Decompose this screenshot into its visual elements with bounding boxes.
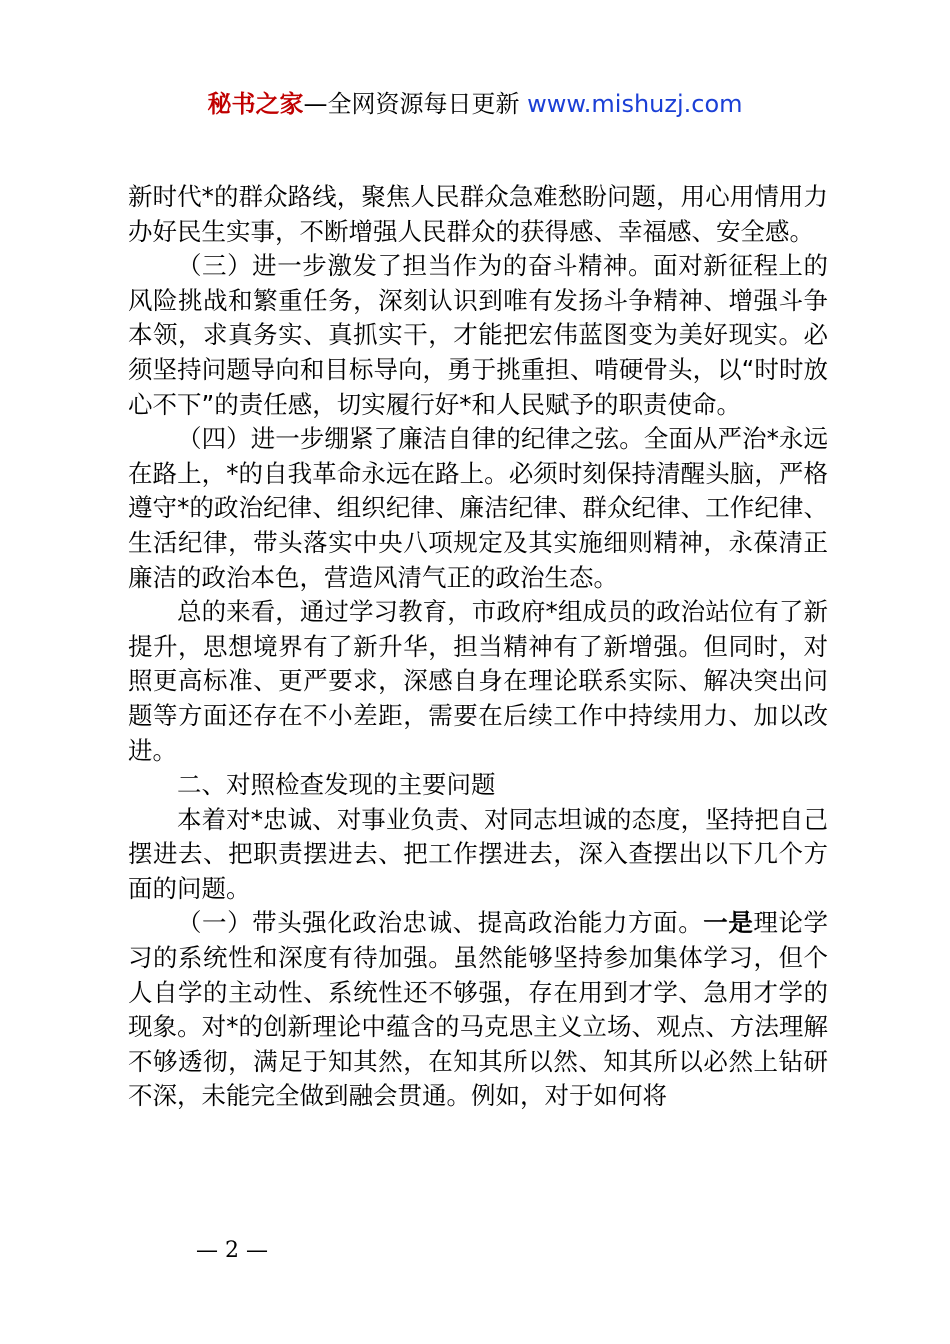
paragraph-section-three: （三）进一步激发了担当作为的奋斗精神。面对新征程上的风险挑战和繁重任务，深刻认识到唯有发扬斗争精神、增强斗争本领，求真务实、真抓实干，才能把宏伟蓝图变为美好现实。必须坚持问题导向和目标导向，勇于挑重担、啃硬骨头，以“时时放心不下”的责任感，切实履行好*和人民赋予的职责使命。 xyxy=(128,251,828,419)
issue-one-prefix: （一）带头强化政治忠诚、提高政治能力方面。 xyxy=(177,908,704,938)
paragraph-intro: 本着对*忠诚、对事业负责、对同志坦诚的态度，坚持把自己摆进去、把职责摆进去、把工作摆进去，深入查摆出以下几个方面的问题。 xyxy=(128,804,828,903)
site-header xyxy=(0,84,950,124)
paragraph-summary: 总的来看，通过学习教育，市政府*组成员的政治站位有了新提升，思想境界有了新升华，担当精神有了新增强。但同时，对照更高标准、更严要求，深感自身在理论联系实际、解决突出问题等方面还存在不小差距，需要在后续工作中持续用力、加以改进。 xyxy=(128,597,828,765)
paragraph-issue-one xyxy=(128,906,828,1114)
section-heading-two: 二、对照检查发现的主要问题 xyxy=(177,770,496,800)
paragraph-section-four: （四）进一步绷紧了廉洁自律的纪律之弦。全面从严治*永远在路上，*的自我革命永远在路上。必须时刻保持清醒头脑，严格遵守*的政治纪律、组织纪律、廉洁纪律、群众纪律、工作纪律、生活纪律，带头落实中央八项规定及其实施细则精神，永葆清正廉洁的政治本色，营造风清气正的政治生态。 xyxy=(128,424,828,592)
brand-name: 秘书之家 xyxy=(207,90,304,118)
paragraph-continued: 新时代*的群众路线，聚焦人民群众急难愁盼问题，用心用情用力办好民生实事，不断增强人民群众的获得感、幸福感、安全感。 xyxy=(128,182,828,246)
issue-one-bold-marker: 一是 xyxy=(703,908,754,938)
site-url-link[interactable]: www.mishuzj.com xyxy=(527,90,743,118)
issue-one-text: 理论学习的系统性和深度有待加强。虽然能够坚持参加集体学习，但个人自学的主动性、系统性还不够强，存在用到才学、急用才学的现象。对*的创新理论中蕴含的马克思主义立场、观点、方法理解不够透彻，满足于知其然，在知其所以然、知其所以必然上钻研不深，未能完全做到融会贯通。例如，对于如何将 xyxy=(128,908,829,1111)
header-tagline: —全网资源每日更新 xyxy=(303,90,528,118)
document-body xyxy=(128,180,828,1114)
page-number: — 2 — xyxy=(196,1238,268,1263)
